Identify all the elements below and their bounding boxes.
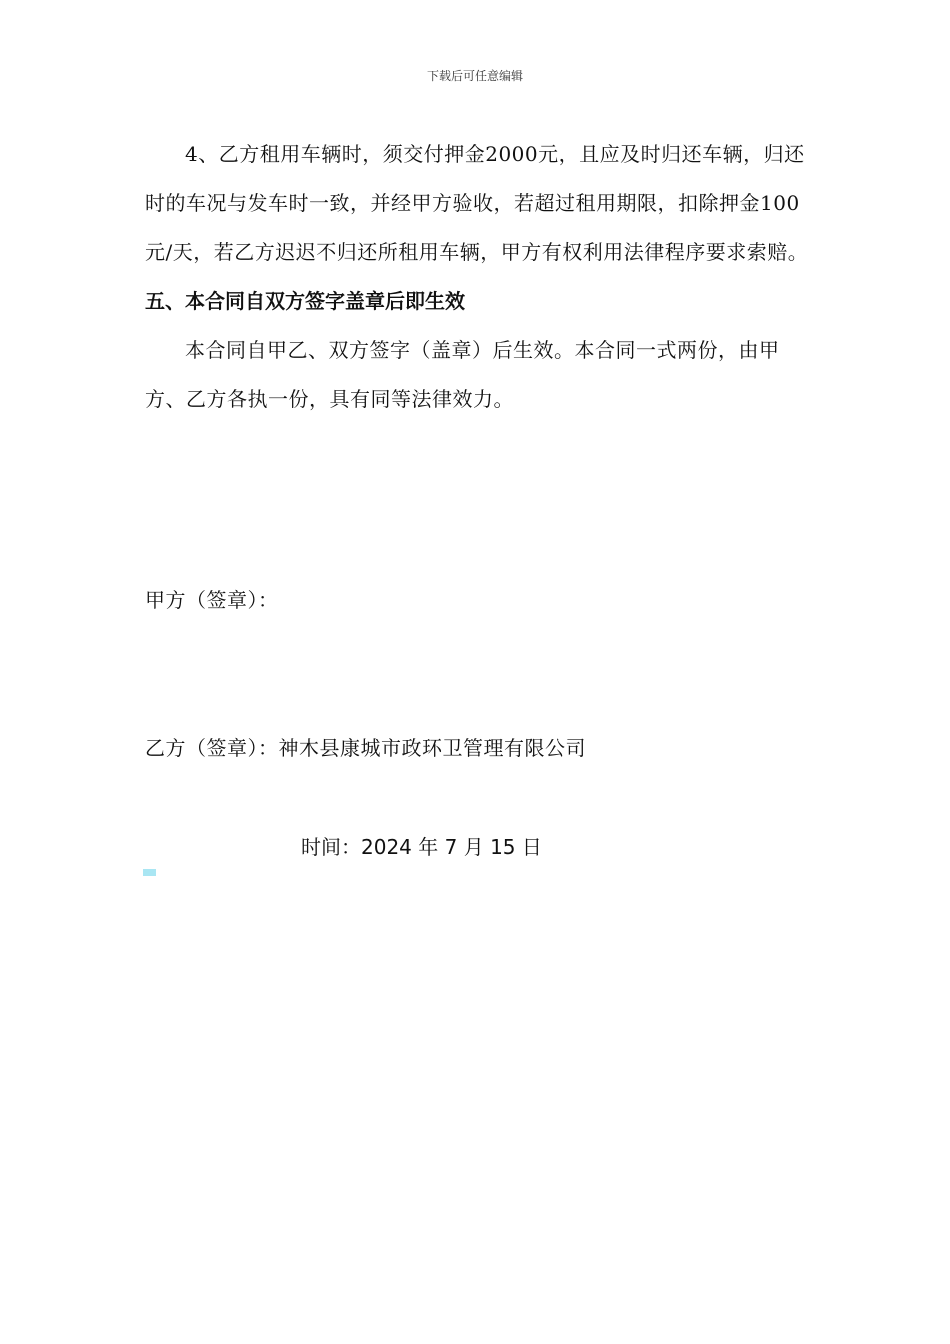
signing-date bbox=[301, 832, 542, 862]
text-cursor-marker[interactable] bbox=[143, 869, 156, 876]
contract-body bbox=[145, 130, 810, 424]
date-year-unit: 年 bbox=[418, 835, 439, 859]
party-b-name: 神木县康城市政环卫管理有限公司 bbox=[278, 736, 586, 760]
party-a-signature bbox=[145, 585, 279, 615]
date-label: 时间： bbox=[301, 835, 361, 859]
section-5-paragraph: 本合同自甲乙、双方签字（盖章）后生效。本合同一式两份，由甲方、乙方各执一份，具有同等法律效力。 bbox=[145, 338, 780, 411]
date-month-unit: 月 bbox=[463, 835, 484, 859]
party-a-label: 甲方（签章）： bbox=[145, 588, 279, 612]
clause-4-paragraph: 4、乙方租用车辆时，须交付押金2000元，且应及时归还车辆，归还时的车况与发车时一致，并经甲方验收，若超过租用期限，扣除押金100元/天，若乙方迟迟不归还所租用车辆，甲方有权利用法律程序要求索赔。 bbox=[145, 142, 809, 264]
party-b-signature bbox=[145, 733, 586, 763]
section-5-title: 五、本合同自双方签字盖章后即生效 bbox=[145, 289, 465, 313]
date-month: 7 bbox=[444, 835, 458, 859]
page-header-note: 下载后可任意编辑 bbox=[426, 69, 523, 83]
date-day-unit: 日 bbox=[521, 835, 542, 859]
date-year: 2024 bbox=[361, 835, 412, 859]
date-day: 15 bbox=[490, 835, 516, 859]
party-b-label: 乙方（签章）： bbox=[145, 736, 279, 760]
